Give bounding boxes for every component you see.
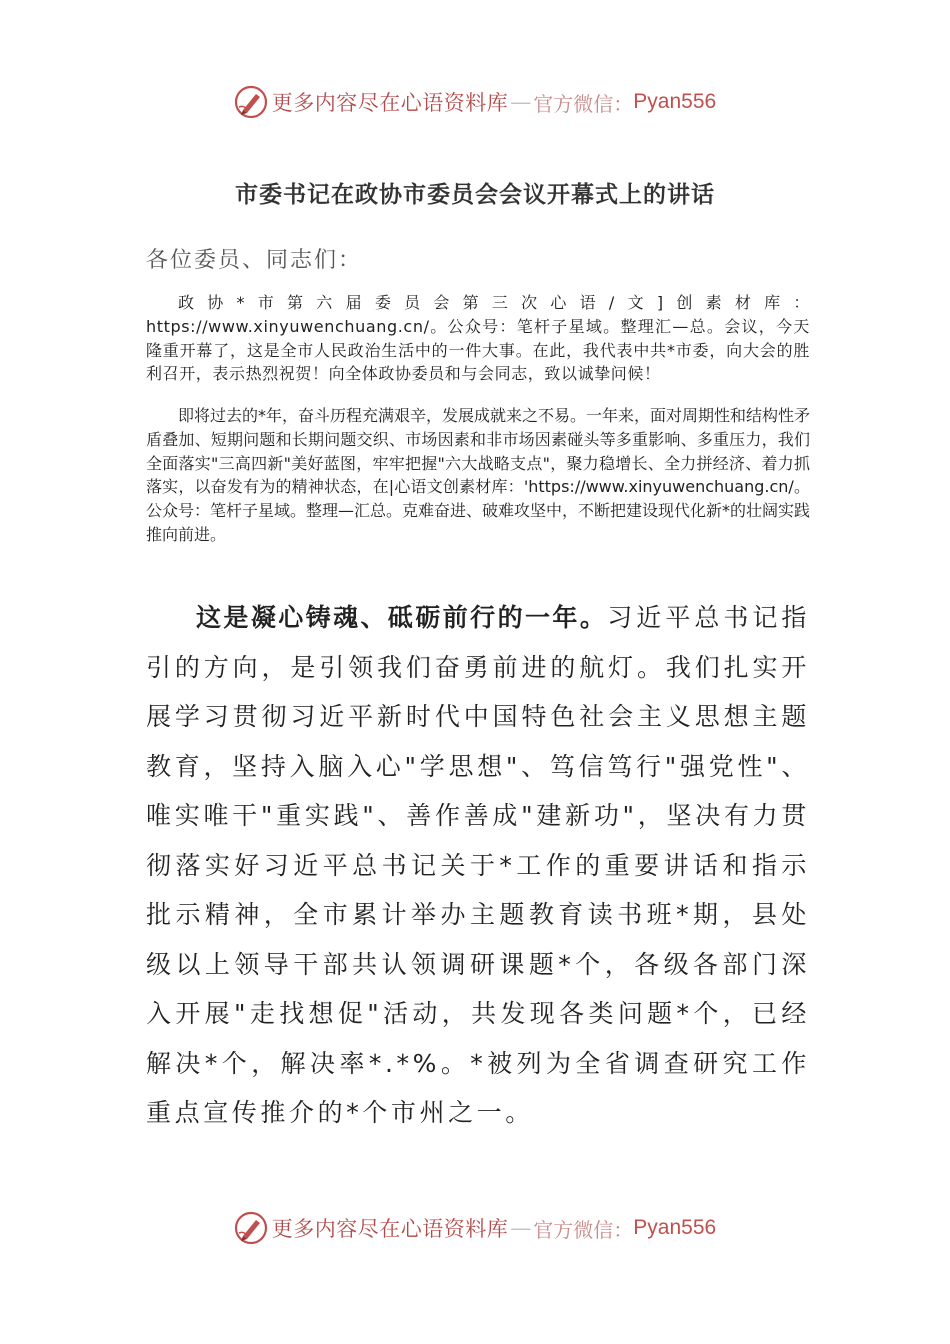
pen-logo-icon — [234, 1211, 268, 1245]
banner-wechat-id: Pyan556 — [633, 90, 717, 113]
paragraph-1: 政协*市第六届委员会第三次心语/文]创素材库：https://www.xinyuwenchuang.cn/。公众号：笔杆子星域。整理汇—总。会议，今天隆重开幕了，这是全市人民政治生活中的一件大事。在此，我代表中共*市委，向大会的胜利召开，表示热烈祝贺！向全体政协委员和与会同志，致以诚挚问候！ — [146, 293, 810, 384]
paragraph-3 — [146, 593, 810, 1138]
banner-text: 更多内容尽在心语资料库 — [271, 1217, 509, 1241]
banner-separator: — — [510, 90, 532, 114]
pen-logo-icon — [234, 85, 268, 119]
header-banner — [0, 82, 950, 122]
paragraph-3-body: 习近平总书记指引的方向，是引领我们奋勇前进的航灯。我们扎实开展学习贯彻习近平新时代中国特色社会主义思想主题教育，坚持入脑入心"学思想"、笃信笃行"强党性"、唯实唯干"重实践"、善作善成"建新功"，坚决有力贯彻落实好习近平总书记关于*工作的重要讲话和指示批示精神，全市累计举办主题教育读书班*期，县处级以上领导干部共认领调研课题*个，各级各部门深入开展"走找想促"活动，共发现各类问题*个，已经解决*个，解决率*.*%。*被列为全省调查研究工作重点宣传推介的*个市州之一。 — [146, 603, 811, 1127]
lead-sentence: 这是凝心铸魂、砥砺前行的一年。 — [196, 603, 608, 632]
banner-wechat-id: Pyan556 — [633, 1216, 717, 1239]
paragraph-2: 即将过去的*年，奋斗历程充满艰辛，发展成就来之不易。一年来，面对周期性和结构性矛盾叠加、短期问题和长期问题交织、市场因素和非市场因素碰头等多重影响、多重压力，我们全面落实"三高四新"美好蓝图，牢牢把握"六大战略支点"，聚力稳增长、全力拼经济、着力抓落实，以奋发有为的精神状态，在|心语文创素材库：'https://www.xinyuwenchuang.cn/。公众号：笔杆子星域。整理—汇总。克难奋进、破难攻坚中，不断把建设现代化新*的壮阔实践推向前进。 — [146, 406, 811, 544]
footer-banner — [0, 1208, 950, 1248]
banner-label: 官方微信： — [533, 1217, 634, 1242]
banner-text: 更多内容尽在心语资料库 — [271, 91, 509, 115]
document-title: 市委书记在政协市委员会会议开幕式上的讲话 — [235, 182, 715, 208]
banner-label: 官方微信： — [533, 91, 634, 116]
banner-separator: — — [510, 1216, 532, 1240]
salutation: 各位委员、同志们： — [146, 248, 363, 273]
